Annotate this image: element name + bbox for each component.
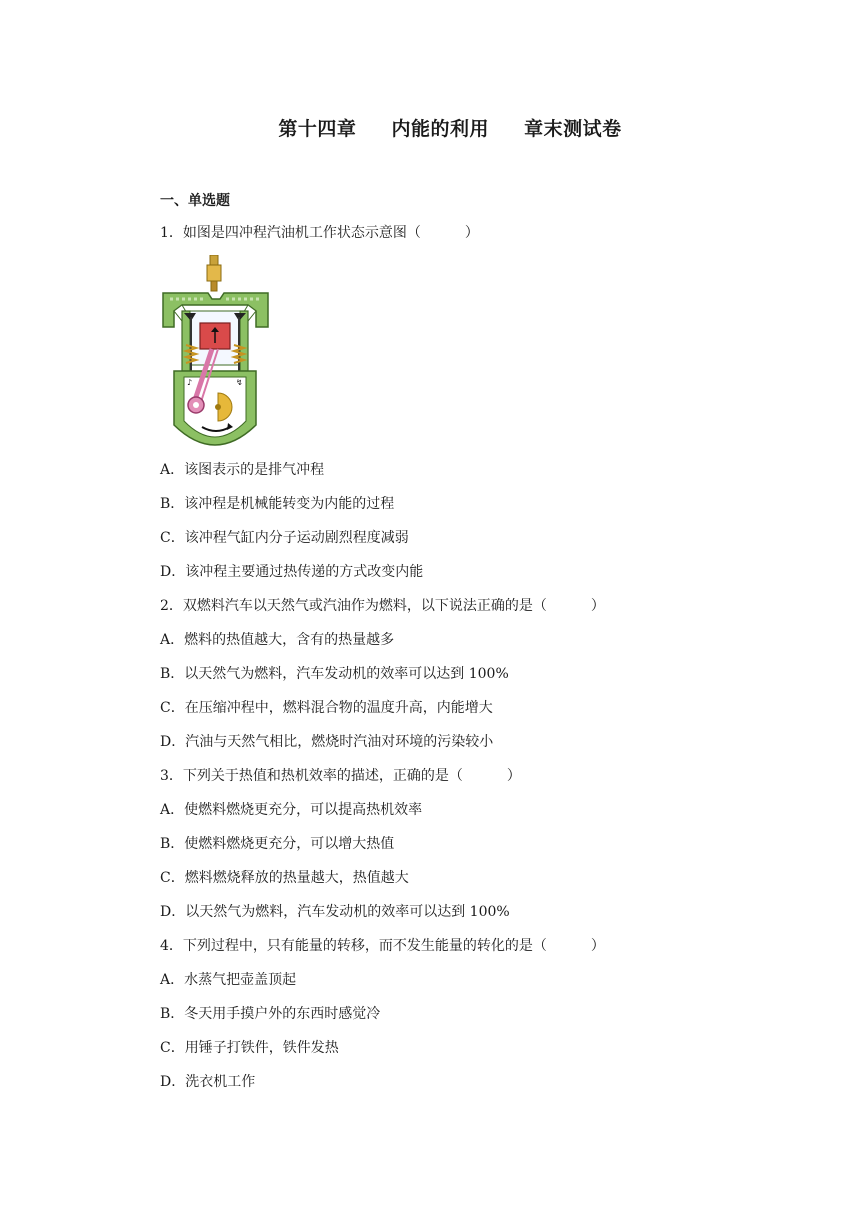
section-heading: 一、单选题 <box>160 193 230 209</box>
option-text: 在压缩冲程中，燃料混合物的温度升高，内能增大 <box>184 700 493 716</box>
question-3-option-c[interactable] <box>160 868 409 888</box>
option-text: 该冲程是机械能转变为内能的过程 <box>184 496 395 512</box>
question-text: 下列过程中，只有能量的转移，而不发生能量的转化的是（ <box>182 938 547 954</box>
option-label: D． <box>160 734 186 750</box>
question-1-option-a[interactable] <box>160 460 324 480</box>
option-label: C． <box>160 530 185 546</box>
question-4-option-a[interactable] <box>160 970 296 990</box>
option-label: A． <box>160 632 185 648</box>
option-text: 洗衣机工作 <box>185 1074 256 1090</box>
question-4-option-d[interactable] <box>160 1072 255 1092</box>
option-label: A． <box>160 802 185 818</box>
question-3-option-b[interactable] <box>160 834 394 854</box>
question-2-option-d[interactable] <box>160 732 493 752</box>
option-text: 以天然气为燃料，汽车发动机的效率可以达到 100% <box>184 666 509 682</box>
question-text: 下列关于热值和热机效率的描述，正确的是（ <box>182 768 463 784</box>
option-label: C． <box>160 700 185 716</box>
option-label: B． <box>160 496 185 512</box>
option-text: 该冲程主要通过热传递的方式改变内能 <box>185 564 424 580</box>
option-text: 该图表示的是排气冲程 <box>184 462 325 478</box>
question-4-stem <box>160 936 605 956</box>
question-number: 2． <box>160 598 183 614</box>
question-number: 3． <box>160 768 183 784</box>
option-label: B． <box>160 666 185 682</box>
option-label: B． <box>160 1006 185 1022</box>
question-close: ） <box>590 598 605 614</box>
option-label: A． <box>160 462 185 478</box>
option-label: C． <box>160 870 185 886</box>
question-2-stem <box>160 596 605 616</box>
question-1-stem <box>160 223 479 243</box>
option-text: 使燃料燃烧更充分，可以提高热机效率 <box>184 802 423 818</box>
question-3-option-a[interactable] <box>160 800 422 820</box>
question-3-stem <box>160 766 521 786</box>
option-text: 水蒸气把壶盖顶起 <box>184 972 297 988</box>
question-3-option-d[interactable] <box>160 902 510 922</box>
four-stroke-engine-diagram-icon <box>160 255 270 455</box>
option-label: D． <box>160 564 186 580</box>
question-2-option-b[interactable] <box>160 664 509 684</box>
question-number: 1． <box>160 225 183 241</box>
title-chapter: 第十四章 <box>278 118 357 140</box>
question-2-option-c[interactable] <box>160 698 493 718</box>
option-label: B． <box>160 836 185 852</box>
option-label: A． <box>160 972 185 988</box>
question-text: 如图是四冲程汽油机工作状态示意图（ <box>182 225 421 241</box>
title-test: 章末测试卷 <box>524 118 622 140</box>
option-label: D． <box>160 1074 186 1090</box>
option-text: 燃料的热值越大，含有的热量越多 <box>184 632 395 648</box>
option-label: C． <box>160 1040 185 1056</box>
question-1-option-d[interactable] <box>160 562 423 582</box>
svg-text:♪: ♪ <box>187 378 193 387</box>
question-close: ） <box>506 768 521 784</box>
question-close: ） <box>464 225 479 241</box>
question-4-option-c[interactable] <box>160 1038 339 1058</box>
option-text: 该冲程气缸内分子运动剧烈程度减弱 <box>184 530 409 546</box>
option-text: 使燃料燃烧更充分，可以增大热值 <box>184 836 395 852</box>
option-text: 冬天用手摸户外的东西时感觉冷 <box>184 1006 381 1022</box>
option-text: 以天然气为燃料，汽车发动机的效率可以达到 100% <box>185 904 510 920</box>
question-1-option-b[interactable] <box>160 494 394 514</box>
option-text: 燃料燃烧释放的热量越大，热值越大 <box>184 870 409 886</box>
question-1-option-c[interactable] <box>160 528 409 548</box>
svg-text:↯: ↯ <box>236 378 243 387</box>
question-4-option-b[interactable] <box>160 1004 380 1024</box>
question-2-option-a[interactable] <box>160 630 394 650</box>
title-topic: 内能的利用 <box>391 118 489 140</box>
question-number: 4． <box>160 938 183 954</box>
page-title <box>0 114 860 141</box>
question-close: ） <box>590 938 605 954</box>
option-label: D． <box>160 904 186 920</box>
question-text: 双燃料汽车以天然气或汽油作为燃料，以下说法正确的是（ <box>182 598 547 614</box>
option-text: 汽油与天然气相比，燃烧时汽油对环境的污染较小 <box>185 734 494 750</box>
option-text: 用锤子打铁件，铁件发热 <box>184 1040 339 1056</box>
